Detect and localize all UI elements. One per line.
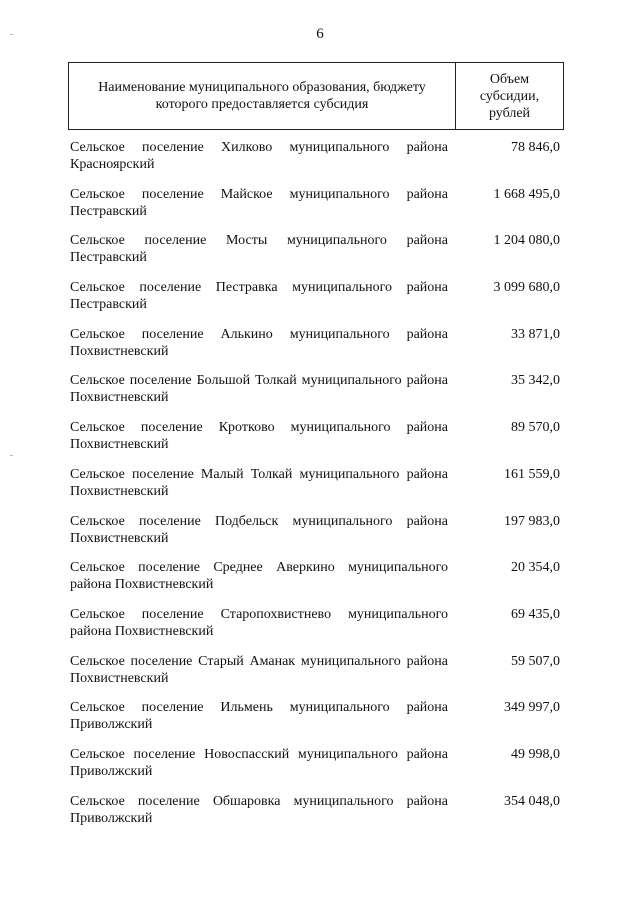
municipality-name: Сельское поселение Мосты муниципального района Пестравский [70, 233, 448, 266]
table-row [70, 513, 564, 560]
table-row [70, 746, 564, 793]
subsidy-amount: 3 099 680,0 [493, 280, 560, 296]
subsidy-amount: 33 871,0 [511, 326, 560, 342]
municipality-name: Сельское поселение Кротково муниципального района Похвистневский [70, 420, 448, 453]
municipality-name: Сельское поселение Большой Толкай муниципального района Похвистневский [70, 373, 448, 406]
table-row [70, 793, 564, 840]
municipality-name: Сельское поселение Новоспасский муниципального района Приволжский [70, 746, 448, 779]
table-row [70, 559, 564, 606]
table-header [68, 62, 564, 130]
table-body [70, 139, 564, 839]
table-row [70, 232, 564, 279]
subsidy-amount: 49 998,0 [511, 746, 560, 762]
table-row [70, 419, 564, 466]
subsidy-amount: 20 354,0 [511, 560, 560, 576]
municipality-name: Сельское поселение Старый Аманак муниципального района Похвистневский [70, 653, 448, 686]
table-row [70, 372, 564, 419]
margin-mark [10, 455, 13, 456]
municipality-name: Сельское поселение Малый Толкай муниципального района Похвистневский [70, 466, 448, 499]
table-row [70, 139, 564, 186]
municipality-name: Сельское поселение Среднее Аверкино муниципального района Похвистневский [70, 560, 448, 593]
municipality-name: Сельское поселение Подбельск муниципального района Похвистневский [70, 513, 448, 546]
table-row [70, 326, 564, 373]
subsidy-amount: 69 435,0 [511, 606, 560, 622]
table-row [70, 279, 564, 326]
subsidy-amount: 59 507,0 [511, 653, 560, 669]
subsidy-amount: 35 342,0 [511, 373, 560, 389]
table-row [70, 699, 564, 746]
municipality-name: Сельское поселение Майское муниципального района Пестравский [70, 186, 448, 219]
municipality-name: Сельское поселение Обшаровка муниципального района Приволжский [70, 793, 448, 826]
subsidy-amount: 349 997,0 [504, 700, 560, 716]
municipality-name: Сельское поселение Хилково муниципального района Красноярский [70, 140, 448, 172]
column-header-amount: Объем субсидии, рублей [479, 71, 540, 121]
margin-mark [10, 34, 13, 35]
subsidy-amount: 354 048,0 [504, 793, 560, 809]
subsidy-amount: 1 668 495,0 [493, 186, 560, 202]
table-row [70, 606, 564, 653]
subsidy-amount: 89 570,0 [511, 420, 560, 436]
subsidy-amount: 78 846,0 [511, 140, 560, 155]
subsidy-amount: 1 204 080,0 [493, 233, 560, 249]
municipality-name: Сельское поселение Ильмень муниципального района Приволжский [70, 700, 448, 733]
table-row [70, 466, 564, 513]
subsidy-amount: 161 559,0 [504, 466, 560, 482]
municipality-name: Сельское поселение Старопохвистнево муниципального района Похвистневский [70, 606, 448, 639]
page-number: 6 [316, 26, 324, 42]
table-row [70, 653, 564, 700]
municipality-name: Сельское поселение Алькино муниципального района Похвистневский [70, 326, 448, 359]
table-row [70, 186, 564, 233]
column-header-name: Наименование муниципального образования, бюджету которого предоставляется субсидия [69, 63, 456, 129]
municipality-name: Сельское поселение Пестравка муниципального района Пестравский [70, 280, 448, 313]
subsidy-amount: 197 983,0 [504, 513, 560, 529]
